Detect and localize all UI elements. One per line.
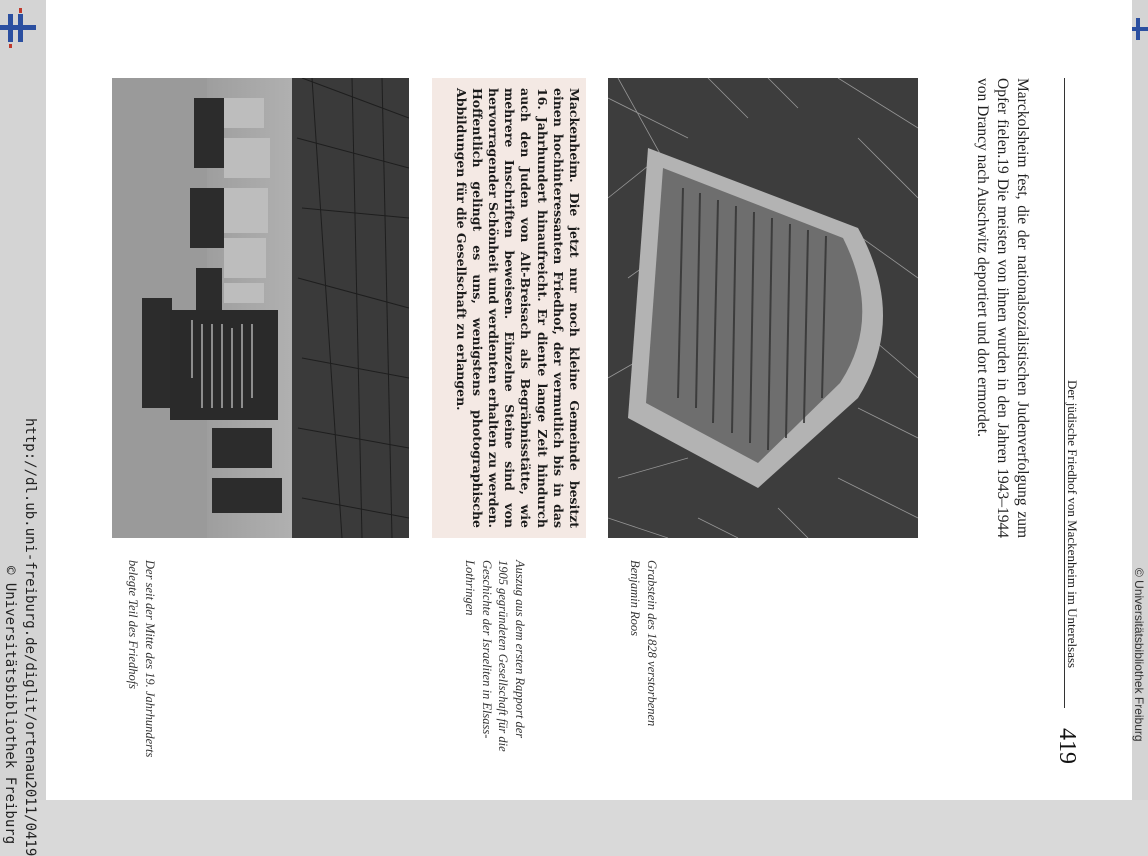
clipping-text: [452, 88, 582, 528]
page-number: 419: [1054, 728, 1080, 764]
caption-cemetery: Der seit der Mitte des 19. Jahrhunderts belegte Teil des Friedhofs: [126, 560, 157, 758]
document-url[interactable]: http://dl.ub.uni-freiburg.de/diglit/ortenau2011/0419: [22, 418, 38, 856]
caption-clipping: Auszug aus dem ersten Rapport der 1905 gegründeten Gesellschaft für die Geschichte der Israeliten in Elsass-Lothringen: [463, 560, 527, 752]
cemetery-photo: [112, 78, 409, 538]
clipping-body: Die jetzt nur noch kleine Gemeinde besitzt einen hochinteressanten Friedhof, der vermutlich bis in das 16. Jahrhundert hinaufreicht. Er diente lange Zeit hindurch auch den Juden von Alt-Breisach als Begräbnisstätte, wie mehrere Inschriften beweisen. Einzelne Steine sind von hervorragender Schönheit und verdienten erhalten zu werden. Hoffentlich gelingt es uns, wenigstens photographische Abbildungen für die Gesellschaft zu erlangen.: [453, 88, 582, 528]
gravestone-photo: [608, 78, 918, 538]
clipping-lead-word: Mackenheim.: [567, 88, 582, 183]
body-paragraph: Marckolsheim fest, die der nationalsozialistischen Judenverfolgung zum Opfer fielen.19 Die meisten von ihnen wurden in den Jahren 1943–1944 von Drancy nach Auschwitz deportiert und dort ermordet.: [974, 78, 1031, 538]
caption-gravestone: Grabstein des 1828 verstorbenen Benjamin Roos: [628, 560, 659, 727]
copyright-notice-right: © Universitätsbibliothek Freiburg: [1132, 568, 1146, 742]
copyright-notice: © Universitätsbibliothek Freiburg: [2, 566, 18, 845]
library-logo-icon: [1132, 18, 1148, 40]
running-head: Der jüdische Friedhof von Mackenheim im Unterelsass: [1065, 380, 1080, 669]
library-logo-icon: [0, 8, 36, 48]
